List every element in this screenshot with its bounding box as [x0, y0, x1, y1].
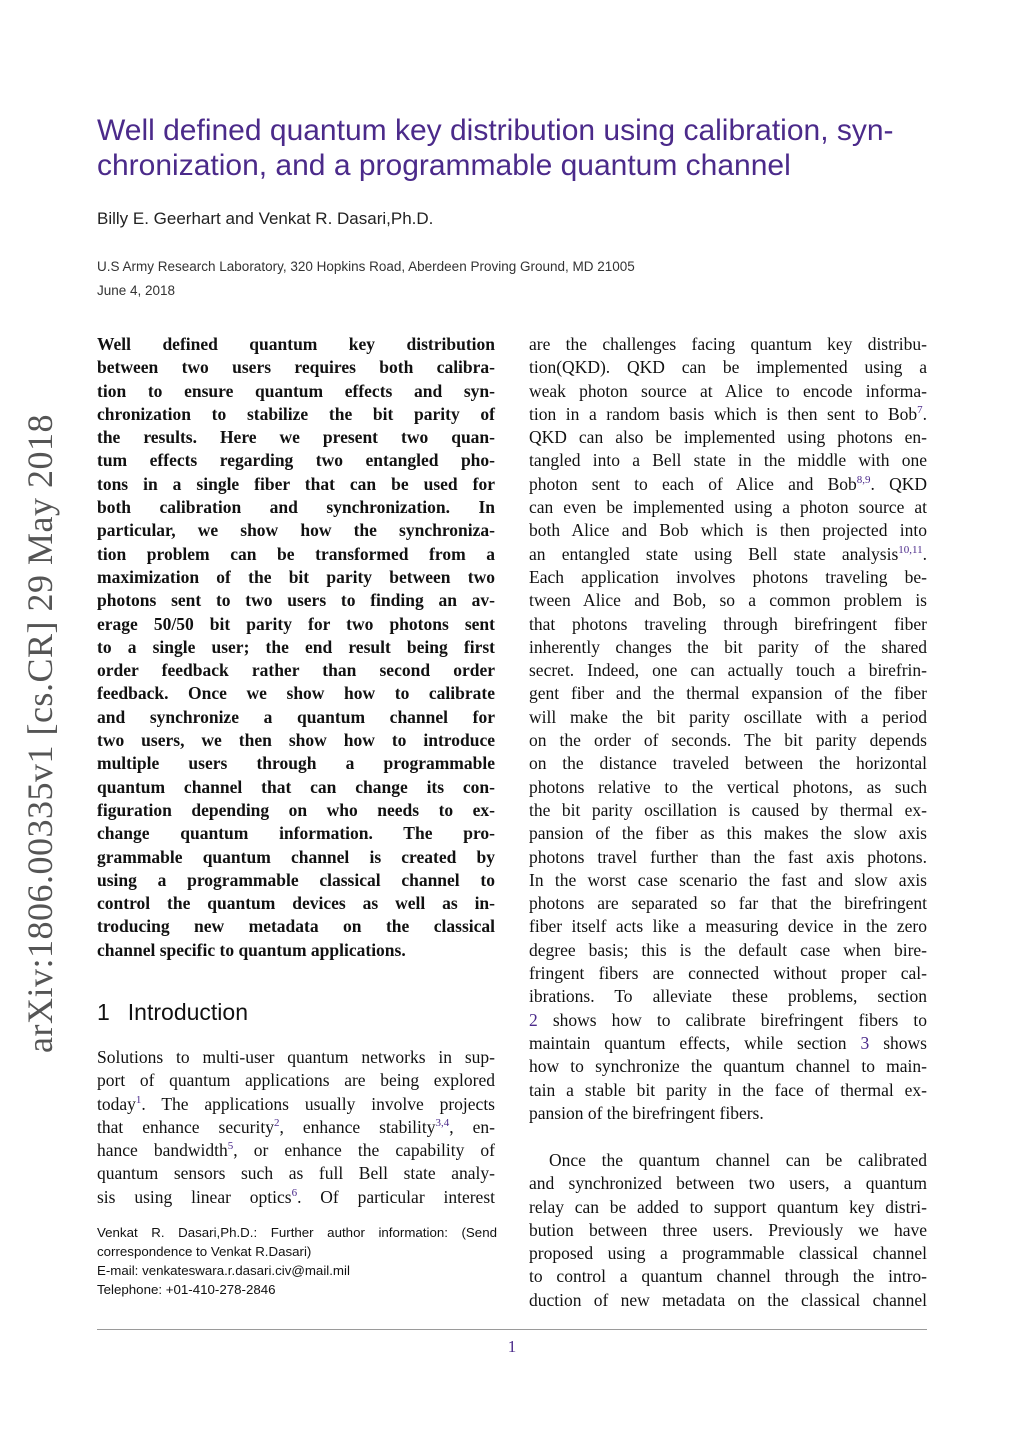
abstract-line: control the quantum devices as well as in- [97, 893, 495, 914]
body-line: will make the bit parity oscillate with a period [529, 706, 927, 727]
section-number: 1 [97, 999, 110, 1025]
body-line: Once the quantum channel can be calibrated [549, 1150, 927, 1170]
body-line: tion in a random basis which is then sent to Bob$^7$. [529, 403, 927, 424]
abstract-line: using a programmable classical channel to [97, 869, 495, 890]
body-line: are the challenges facing quantum key distribu- [529, 334, 927, 354]
body-line: sis using linear optics$^6$. Of particular interest [97, 1186, 495, 1207]
body-line: ibrations. To alleviate these problems, section [529, 986, 927, 1007]
page-number[interactable]: 1 [507, 1337, 517, 1356]
author-footnote [97, 1223, 497, 1299]
body-line: tween Alice and Bob, so a common problem is [529, 590, 927, 611]
abstract-line: particular, we show how the synchroniza- [97, 520, 495, 541]
body-line: both Alice and Bob which is then projected into [529, 520, 927, 541]
citation-link[interactable]: 10,11 [898, 543, 923, 556]
abstract-line: channel specific to quantum applications. [97, 939, 406, 960]
body-line: fiber itself acts like a measuring device in the zero [529, 916, 927, 937]
footer-divider [97, 1329, 927, 1330]
body-line: QKD can also be implemented using photons en- [529, 427, 927, 448]
body-line: gent fiber and the thermal expansion of the fiber [529, 683, 927, 704]
body-line: Solutions to multi-user quantum networks in sup- [97, 1047, 495, 1067]
body-line: photons travel further than the fast axis photons. [529, 846, 927, 867]
abstract-line: quantum channel that can change its con- [97, 776, 495, 797]
abstract-line: and synchronize a quantum channel for [97, 706, 495, 727]
title-line: Well defined quantum key distribution using calibration, syn- [97, 114, 894, 147]
body-line: hance bandwidth$^5$, or enhance the capability of [97, 1140, 495, 1161]
footnote-line: Venkat R. Dasari,Ph.D.: Further author information: (Send [97, 1225, 497, 1240]
abstract-line: tion to ensure quantum effects and syn- [97, 380, 495, 401]
body-line: In the worst case scenario the fast and slow axis [529, 869, 927, 890]
body-line: that photons traveling through birefringent fiber [529, 613, 927, 634]
body-line: secret. Indeed, one can actually touch a birefrin- [529, 660, 927, 681]
body-line: the bit parity oscillation is caused by thermal ex- [529, 799, 927, 820]
body-line: photons relative to the vertical photons, as such [529, 776, 927, 797]
abstract-line: grammable quantum channel is created by [97, 846, 495, 867]
abstract-line: tons in a single fiber that can be used for [97, 473, 495, 494]
body-line: proposed using a programmable classical channel [529, 1243, 927, 1264]
body-line: to control a quantum channel through the intro- [529, 1266, 927, 1287]
section-link[interactable]: 2 [529, 1009, 538, 1030]
citation-link[interactable]: 3,4 [435, 1116, 450, 1129]
abstract-line: figuration depending on who needs to ex- [97, 799, 495, 820]
abstract [97, 333, 495, 962]
title-line: chronization, and a programmable quantum channel [97, 149, 791, 182]
arxiv-identifier: arXiv:1806.00335v1 [cs.CR] 29 May 2018 [20, 414, 60, 1053]
body-line: inherently changes the bit parity of the shared [529, 636, 927, 657]
body-line: fringent fibers are connected without proper cal- [529, 963, 927, 984]
footnote-line: correspondence to Venkat R.Dasari) [97, 1244, 312, 1259]
abstract-line: change quantum information. The pro- [97, 823, 495, 844]
body-line: 2 shows how to calibrate birefringent fibers to [529, 1009, 927, 1030]
section-title: Introduction [127, 999, 248, 1025]
body-line: quantum sensors such as full Bell state analy- [97, 1163, 495, 1184]
affiliation: U.S Army Research Laboratory, 320 Hopkins Road, Aberdeen Proving Ground, MD 21005 [97, 259, 635, 274]
date: June 4, 2018 [97, 283, 176, 298]
abstract-line: two users, we then show how to introduce [97, 730, 495, 751]
abstract-line: tum effects regarding two entangled pho- [97, 450, 495, 471]
abstract-line: chronization to stabilize the bit parity of [97, 403, 495, 424]
body-line: that enhance security$^2$, enhance stability$^{3,4}$, en- [97, 1116, 495, 1137]
citation-link[interactable]: 8,9 [856, 473, 871, 486]
abstract-line: the results. Here we present two quan- [97, 427, 495, 448]
paper-title [97, 113, 937, 183]
body-line: tain a stable bit parity in the face of thermal ex- [529, 1079, 927, 1100]
citation-link[interactable]: 5 [227, 1140, 234, 1153]
body-line: port of quantum applications are being explored [97, 1070, 495, 1091]
abstract-line: order feedback rather than second order [97, 660, 495, 681]
citation-link[interactable]: 2 [273, 1116, 280, 1129]
introduction-text [97, 1046, 495, 1209]
body-line: relay can be added to support quantum key distri- [529, 1196, 927, 1217]
abstract-line: between two users requires both calibra- [97, 357, 495, 378]
abstract-line: erage 50/50 bit parity for two photons sent [97, 613, 495, 634]
body-line: pansion of the birefringent fibers. [529, 1102, 764, 1123]
body-line: on the order of seconds. The bit parity depends [529, 730, 927, 751]
body-line: tion(QKD). QKD can be implemented using a [529, 357, 927, 378]
footnote-telephone: Telephone: +01-410-278-2846 [97, 1282, 276, 1297]
right-column-paragraph-2 [529, 1149, 927, 1312]
body-line: pansion of the fiber as this makes the slow axis [529, 823, 927, 844]
abstract-line: tion problem can be transformed from a [97, 543, 495, 564]
right-column-text [529, 333, 927, 1125]
body-line: maintain quantum effects, while section 3 shows [529, 1032, 927, 1053]
body-line: today$^1$. The applications usually involve projects [97, 1093, 495, 1114]
citation-link[interactable]: 1 [135, 1093, 142, 1106]
abstract-line: multiple users through a programmable [97, 753, 495, 774]
body-line: how to synchronize the quantum channel to main- [529, 1056, 927, 1077]
body-line: can even be implemented using a photon source at [529, 497, 927, 518]
body-line: and synchronized between two users, a quantum [529, 1173, 927, 1194]
citation-link[interactable]: 7 [917, 403, 923, 416]
body-line: tangled into a Bell state in the middle with one [529, 450, 927, 471]
body-line: degree basis; this is the default case when bire- [529, 939, 927, 960]
abstract-line: maximization of the bit parity between two [97, 566, 495, 587]
body-line: duction of new metadata on the classical channel [529, 1289, 927, 1310]
body-line: an entangled state using Bell state analysis$^{10,11}$. [529, 543, 927, 564]
citation-link[interactable]: 6 [291, 1186, 298, 1199]
body-line: bution between three users. Previously we have [529, 1219, 927, 1240]
section-heading-introduction [97, 999, 248, 1026]
abstract-line: troducing new metadata on the classical [97, 916, 495, 937]
abstract-line: feedback. Once we show how to calibrate [97, 683, 495, 704]
abstract-line: both calibration and synchronization. In [97, 497, 495, 518]
body-line: photon sent to each of Alice and Bob$^{8,9}$. QKD [529, 473, 927, 494]
abstract-line: Well defined quantum key distribution [97, 334, 495, 354]
authors: Billy E. Geerhart and Venkat R. Dasari,Ph.D. [97, 209, 434, 228]
body-line: on the distance traveled between the horizontal [529, 753, 927, 774]
footnote-email: E-mail: venkateswara.r.dasari.civ@mail.mil [97, 1263, 350, 1278]
abstract-line: to a single user; the end result being first [97, 636, 495, 657]
body-line: Each application involves photons traveling be- [529, 566, 927, 587]
body-line: photons are separated so far that the birefringent [529, 893, 927, 914]
abstract-line: photons sent to two users to finding an av- [97, 590, 495, 611]
section-link[interactable]: 3 [860, 1032, 870, 1053]
body-line: weak photon source at Alice to encode informa- [529, 380, 927, 401]
